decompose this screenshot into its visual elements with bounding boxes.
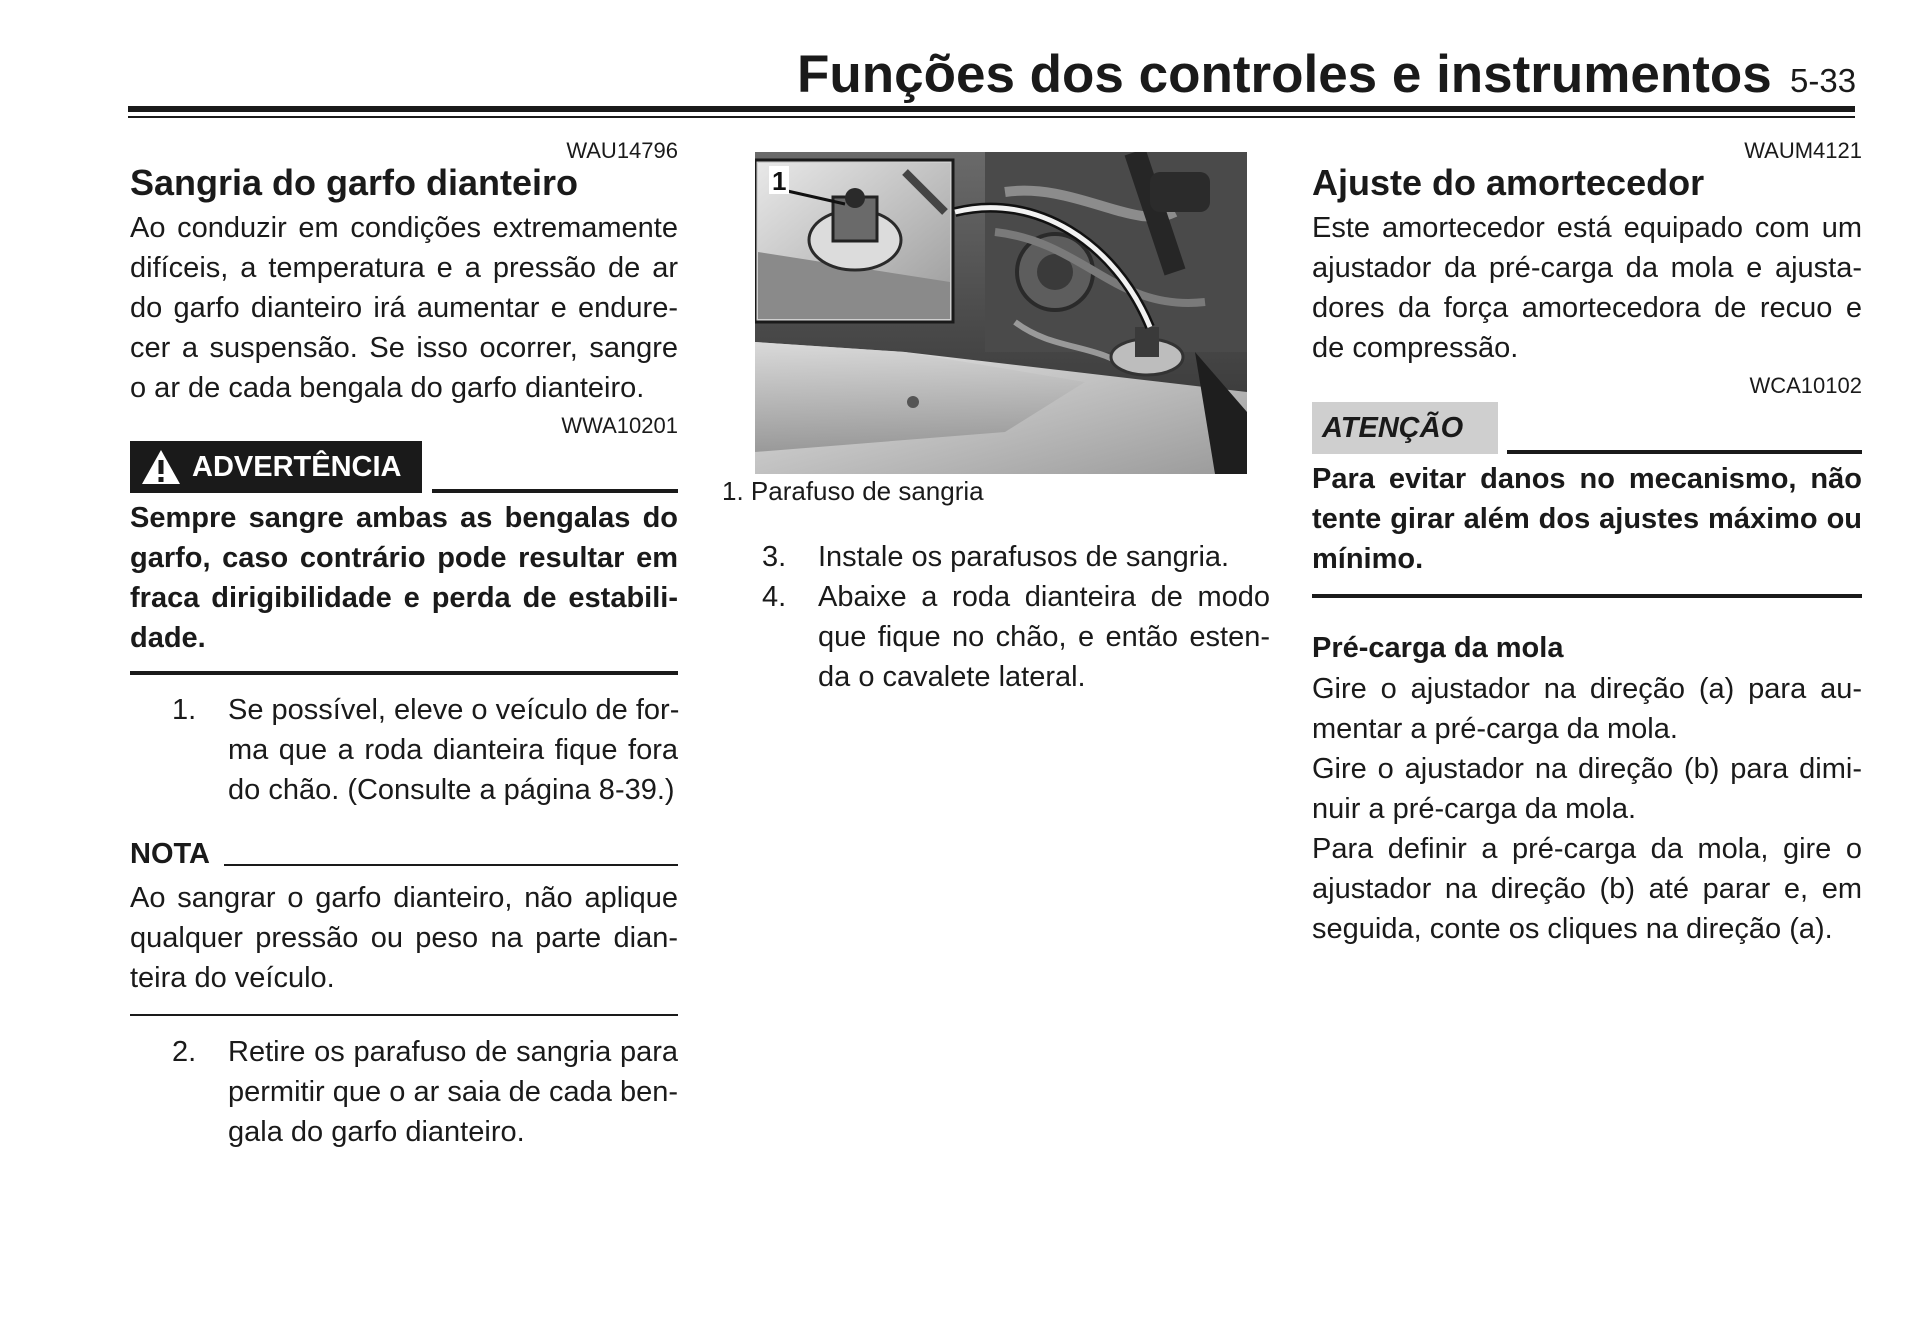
caution-text — [1312, 459, 1862, 579]
fork-bleed-screw-figure — [755, 152, 1247, 474]
text-line: Para definir a pré-carga da mola, gire o — [1312, 833, 1862, 865]
text-line: permitir que o ar saia de cada ben- — [228, 1076, 678, 1108]
text-line: ajustador da pré-carga da mola e ajusta- — [1312, 252, 1862, 284]
step-text — [228, 690, 678, 810]
warning-code: WWA10201 — [561, 413, 678, 438]
text-line: garfo, caso contrário pode resultar em — [130, 542, 678, 574]
text-line: teira do veículo. — [130, 962, 335, 994]
text-line: Retire os parafuso de sangria para — [228, 1036, 678, 1068]
warning-badge — [130, 441, 422, 493]
text-line: dade. — [130, 622, 206, 654]
text-line: ma que a roda dianteira fique fora — [228, 734, 678, 766]
text-line: seguida, conte os cliques na direção (a). — [1312, 913, 1833, 945]
caution-label: ATENÇÃO — [1322, 412, 1464, 444]
header-rule-thin — [128, 116, 1855, 118]
text-line: difíceis, a temperatura e a pressão de ar — [130, 252, 678, 284]
text-line: mentar a pré-carga da mola. — [1312, 713, 1678, 745]
intro-paragraph — [130, 208, 678, 408]
text-line: qualquer pressão ou peso na parte dian- — [130, 922, 678, 954]
figure-callout: 1 — [772, 166, 787, 196]
note-rule — [224, 864, 678, 866]
text-line: Para evitar danos no mecanismo, não — [1312, 463, 1862, 495]
text-line: Ao conduzir em condições extremamente — [130, 212, 678, 244]
text-line: Se possível, eleve o veículo de for- — [228, 694, 680, 726]
text-line: dores da força amortecedora de recuo e — [1312, 292, 1862, 324]
text-line: que fique no chão, e então esten- — [818, 621, 1270, 653]
warning-end-rule — [130, 671, 678, 675]
text-line: Sempre sangre ambas as bengalas do — [130, 502, 678, 534]
warning-label: ADVERTÊNCIA — [192, 451, 402, 483]
section-code: WAU14796 — [566, 138, 678, 163]
text-line: Gire o ajustador na direção (a) para au- — [1312, 673, 1862, 705]
text-line: do garfo dianteiro irá aumentar e endure- — [130, 292, 678, 324]
text-line: gala do garfo dianteiro. — [228, 1116, 525, 1148]
step-text — [818, 537, 1270, 577]
body-paragraph — [1312, 669, 1862, 949]
step-number: 4. — [762, 581, 787, 613]
text-line: Instale os parafusos de sangria. — [818, 541, 1230, 573]
header-rule-thick — [128, 106, 1855, 112]
caution-rule — [1507, 450, 1862, 454]
text-line: do chão. (Consulte a página 8-39.) — [228, 774, 675, 806]
caution-end-rule — [1312, 594, 1862, 598]
text-line: o ar de cada bengala do garfo dianteiro. — [130, 372, 645, 404]
step-number: 2. — [172, 1036, 197, 1068]
section-heading: Ajuste do amortecedor — [1312, 162, 1705, 203]
text-line: Abaixe a roda dianteira de modo — [818, 581, 1270, 613]
text-line: de compressão. — [1312, 332, 1519, 364]
step-text — [228, 1032, 678, 1152]
subheading: Pré-carga da mola — [1312, 632, 1564, 664]
warning-text — [130, 498, 678, 658]
text-line: Ao sangrar o garfo dianteiro, não aplique — [130, 882, 678, 914]
step-number: 1. — [172, 694, 197, 726]
text-line: cer a suspensão. Se isso ocorrer, sangre — [130, 332, 678, 364]
figure-caption: 1. Parafuso de sangria — [722, 476, 984, 506]
section-heading: Sangria do garfo dianteiro — [130, 162, 579, 203]
text-line: Gire o ajustador na direção (b) para dimi- — [1312, 753, 1862, 785]
intro-paragraph — [1312, 208, 1862, 368]
warning-icon — [140, 448, 182, 486]
note-label: NOTA — [130, 838, 211, 870]
warning-rule — [432, 489, 678, 493]
text-line: mínimo. — [1312, 543, 1424, 575]
caution-code: WCA10102 — [1749, 373, 1862, 398]
text-line: Este amortecedor está equipado com um — [1312, 212, 1862, 244]
caution-badge — [1312, 402, 1498, 454]
note-text — [130, 878, 678, 998]
note-end-rule — [130, 1014, 678, 1016]
text-line: da o cavalete lateral. — [818, 661, 1086, 693]
step-text — [818, 577, 1270, 697]
section-code: WAUM4121 — [1744, 138, 1862, 163]
page-title: Funções dos controles e instrumentos — [797, 45, 1772, 104]
text-line: ajustador na direção (b) até parar e, em — [1312, 873, 1862, 905]
text-line: nuir a pré-carga da mola. — [1312, 793, 1636, 825]
text-line: fraca dirigibilidade e perda de estabili- — [130, 582, 678, 614]
page-number: 5-33 — [1790, 62, 1857, 99]
text-line: tente girar além dos ajustes máximo ou — [1312, 503, 1862, 535]
step-number: 3. — [762, 541, 787, 573]
